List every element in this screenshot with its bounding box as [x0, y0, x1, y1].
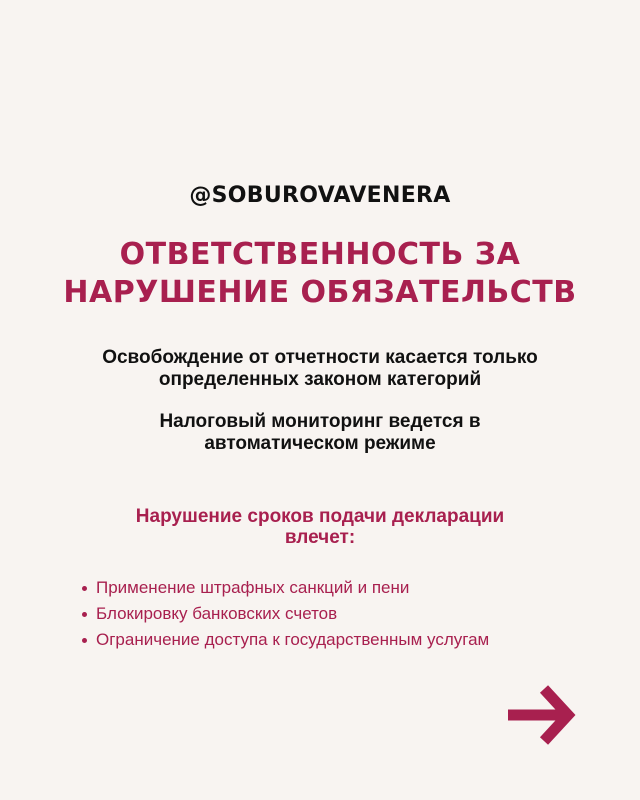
arrow-right-icon[interactable]	[506, 684, 576, 746]
bullet-dot-icon	[82, 586, 87, 591]
statement-line: Налоговый мониторинг ведется в	[159, 411, 481, 432]
statement-line: определенных законом категорий	[158, 369, 482, 390]
statement-exemption	[0, 347, 640, 391]
author-handle: @SOBUROVAVENERA	[189, 183, 451, 208]
title-line-1: ОТВЕТСТВЕННОСТЬ ЗА	[119, 237, 521, 272]
statement-line: Освобождение от отчетности касается только	[102, 347, 538, 368]
bullet-dot-icon	[82, 612, 87, 617]
list-item	[82, 575, 489, 601]
bullet-dot-icon	[82, 638, 87, 643]
title-line-2: НАРУШЕНИЕ ОБЯЗАТЕЛЬСТВ	[63, 275, 577, 310]
subheading-line: Нарушение сроков подачи декларации	[135, 506, 505, 527]
list-item	[82, 627, 489, 653]
page-title	[0, 236, 640, 312]
list-item-text: Ограничение доступа к государственным услугам	[96, 630, 490, 649]
list-item	[82, 601, 489, 627]
statement-line: автоматическом режиме	[204, 433, 436, 454]
statement-monitoring	[0, 411, 640, 455]
consequences-list	[82, 575, 489, 653]
consequences-heading	[0, 506, 640, 548]
subheading-line: влечет:	[284, 527, 356, 548]
list-item-text: Применение штрафных санкций и пени	[96, 578, 410, 597]
list-item-text: Блокировку банковских счетов	[96, 604, 338, 623]
